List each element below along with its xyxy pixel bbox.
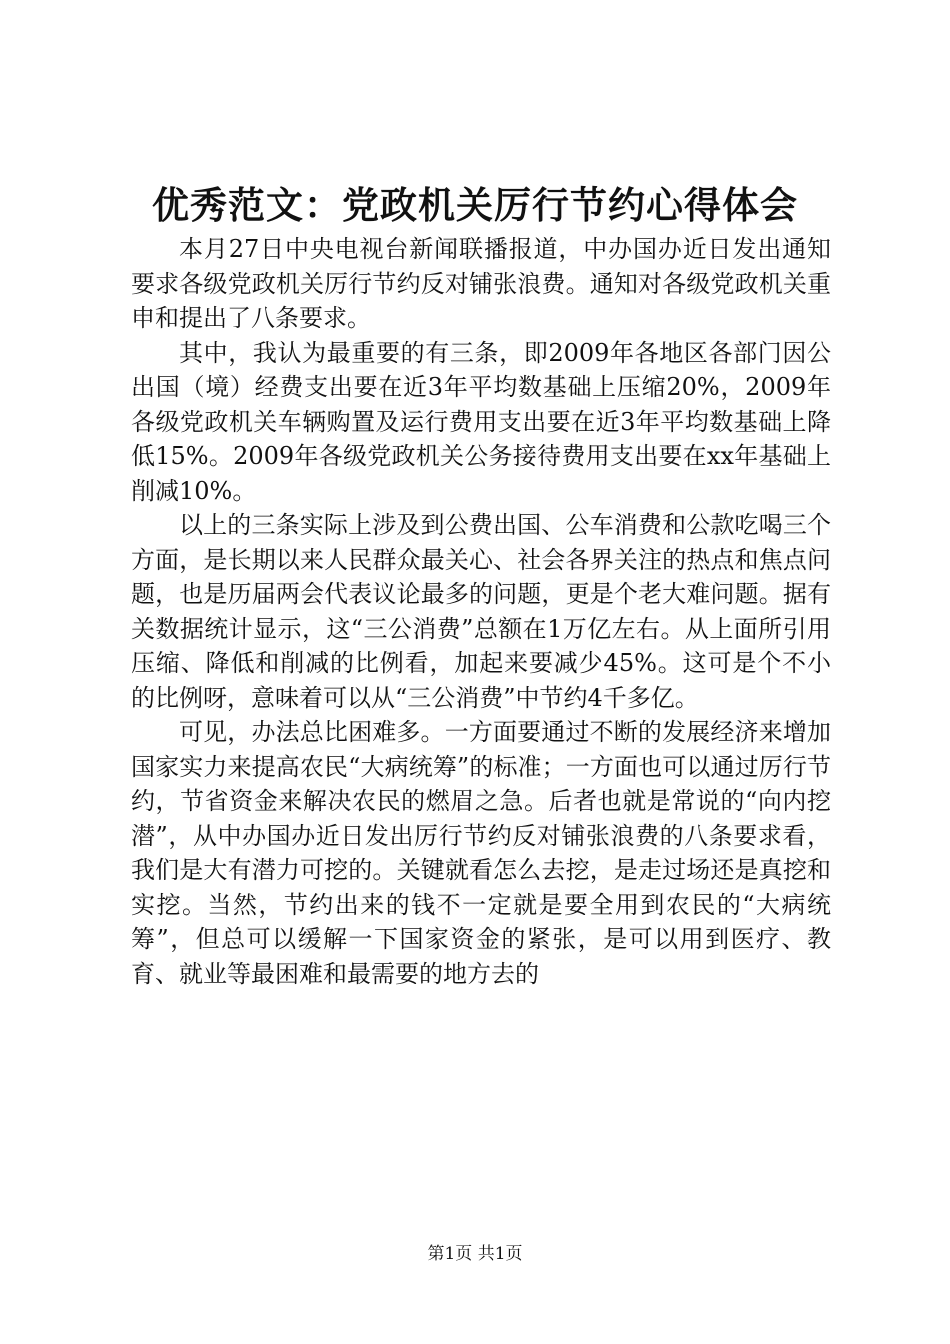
- paragraph-4: 可见，办法总比困难多。一方面要通过不断的发展经济来增加国家实力来提高农民“大病统筹”的标准；一方面也可以通过厉行节约，节省资金来解决农民的燃眉之急。后者也就是常说的“向内挖潜”，从中办国办近日发出厉行节约反对铺张浪费的八条要求看，我们是大有潜力可挖的。关键就看怎么去挖，是走过场还是真挖和实挖。当然，节约出来的钱不一定就是要全用到农民的“大病统筹”，但总可以缓解一下国家资金的紧张，是可以用到医疗、教育、就业等最困难和最需要的地方去的: [131, 718, 831, 988]
- page-footer: 第1页 共1页: [427, 1244, 523, 1264]
- paragraph-3: 以上的三条实际上涉及到公费出国、公车消费和公款吃喝三个方面，是长期以来人民群众最关心、社会各界关注的热点和焦点问题，也是历届两会代表议论最多的问题，更是个老大难问题。据有关数据统计显示，这“三公消费”总额在1万亿左右。从上面所引用压缩、降低和削减的比例看，加起来要减少45%。这可是个不小的比例呀，意味着可以从“三公消费”中节约4千多亿。: [131, 511, 831, 712]
- page-title: 优秀范文：党政机关厉行节约心得体会: [152, 183, 798, 227]
- document-body: [131, 232, 831, 991]
- paragraph-2: 其中，我认为最重要的有三条，即2009年各地区各部门因公出国（境）经费支出要在近3年平均数基础上压缩20%，2009年各级党政机关车辆购置及运行费用支出要在近3年平均数基础上降低15%。2009年各级党政机关公务接待费用支出要在xx年基础上削减10%。: [131, 338, 831, 505]
- paragraph-1: 本月27日中央电视台新闻联播报道，中办国办近日发出通知要求各级党政机关厉行节约反对铺张浪费。通知对各级党政机关重申和提出了八条要求。: [131, 235, 831, 332]
